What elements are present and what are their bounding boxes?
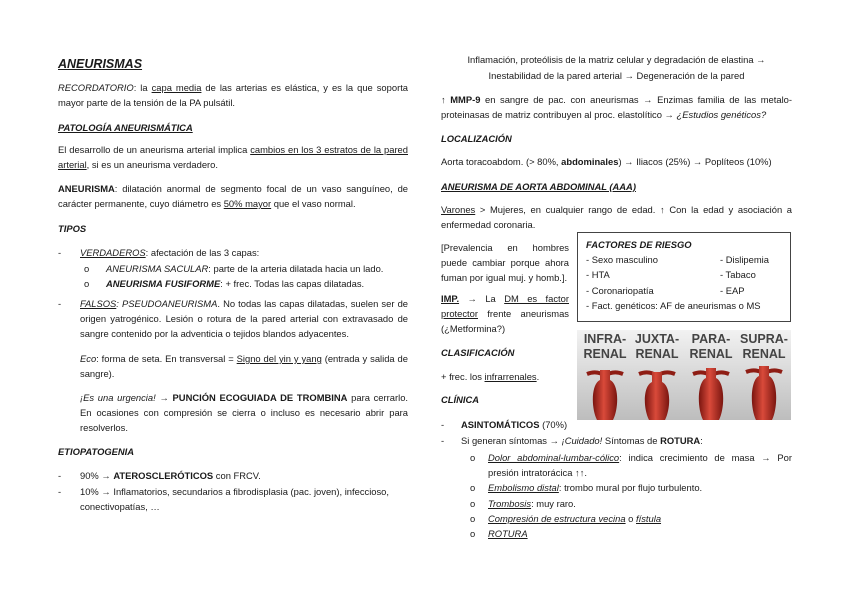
risk-factors-title: FACTORES DE RIESGO	[586, 239, 692, 250]
aneurisma-definition: ANEURISMA: dilatación anormal de segmento focal de un vaso sanguíneo, de carácter permanente, cuyo diámetro es 50% mayor que el vaso normal.	[58, 183, 408, 210]
varones-paragraph: Varones > Mujeres, en cualquier rango de edad. ↑ Con la edad y asociación a enfermedad coronaria.	[441, 204, 792, 231]
etiopatogenia-heading: ETIOPATOGENIA	[58, 446, 135, 457]
localizacion-heading: LOCALIZACIÓN	[441, 133, 512, 144]
aneurysm-classification-figure	[577, 330, 791, 420]
risk-row-1: - Sexo masculino - Dislipemia	[586, 254, 769, 266]
risk-factors-box	[577, 232, 791, 322]
figure-label-0-0: INFRA-	[583, 332, 627, 346]
risk-row-2: - HTA - Tabaco	[586, 269, 756, 281]
clasificacion-text: + frec. los infrarrenales.	[441, 371, 540, 382]
figure-label-3-1: RENAL	[742, 347, 786, 361]
figure-label-2-0: PARA-	[691, 332, 731, 346]
figure-label-1-0: JUXTA-	[634, 332, 680, 346]
pathogenesis-line-2: Inestabilidad de la pared arterial → Degeneración de la pared	[488, 70, 745, 81]
patologia-heading: PATOLOGÍA ANEURISMÁTICA	[58, 122, 193, 133]
localizacion-text: Aorta toracoabdom. (> 80%, abdominales) → Iliacos (25%) → Poplíteos (10%)	[441, 156, 772, 167]
clasificacion-heading: CLASIFICACIÓN	[441, 347, 515, 358]
recordatorio: RECORDATORIO: la capa media de las arterias es elástica, y es la que soporta mayor parte de la tensión de la PA pulsátil.	[58, 82, 409, 109]
pathogenesis-line-1: Inflamación, proteólisis de la matriz celular y degradación de elastina →	[467, 54, 766, 65]
aneurysm-illustration	[577, 330, 791, 420]
risk-row-4: - Fact. genéticos: AF de aneurismas o MS	[586, 299, 761, 311]
clinica-heading: CLÍNICA	[441, 394, 480, 405]
figure-label-1-1: RENAL	[635, 347, 679, 361]
patologia-paragraph: El desarrollo de un aneurisma arterial implica cambios en los 3 estratos de la pared arterial, si es un aneurisma verdadero.	[58, 144, 408, 171]
imp-note: IMP. → La DM es factor protector frente aneurismas (¿Metformina?)	[441, 293, 569, 335]
figure-label-3-0: SUPRA-	[740, 332, 788, 346]
urgencia-paragraph: ¡Es una urgencia! → PUNCIÓN ECOGUIADA DE TROMBINA para cerrarlo. En ocasiones con compresión se cierra o incluso es necesario abrir para resolverlos.	[80, 392, 409, 434]
eco-paragraph: Eco: forma de seta. En transversal = Signo del yin y yang (entrada y salida de sangre).	[80, 353, 408, 380]
figure-label-0-1: RENAL	[583, 347, 627, 361]
tipos-heading: TIPOS	[58, 223, 87, 234]
page-title: ANEURISMAS	[58, 57, 143, 71]
risk-row-3: - Coronariopatía - EAP	[586, 284, 745, 296]
mmp9-paragraph: ↑ MMP-9 en sangre de pac. con aneurismas → Enzimas familia de las metalo-proteinasas de matriz contribuyen al proc. elastolítico → ¿Estudios genéticos?	[441, 94, 792, 121]
aaa-heading: ANEURISMA DE AORTA ABDOMINAL (AAA)	[441, 181, 636, 192]
figure-label-2-1: RENAL	[689, 347, 733, 361]
prevalencia-note: [Prevalencia en hombres puede cambiar porque ahora fuman por igual muj. y homb.].	[441, 242, 569, 284]
